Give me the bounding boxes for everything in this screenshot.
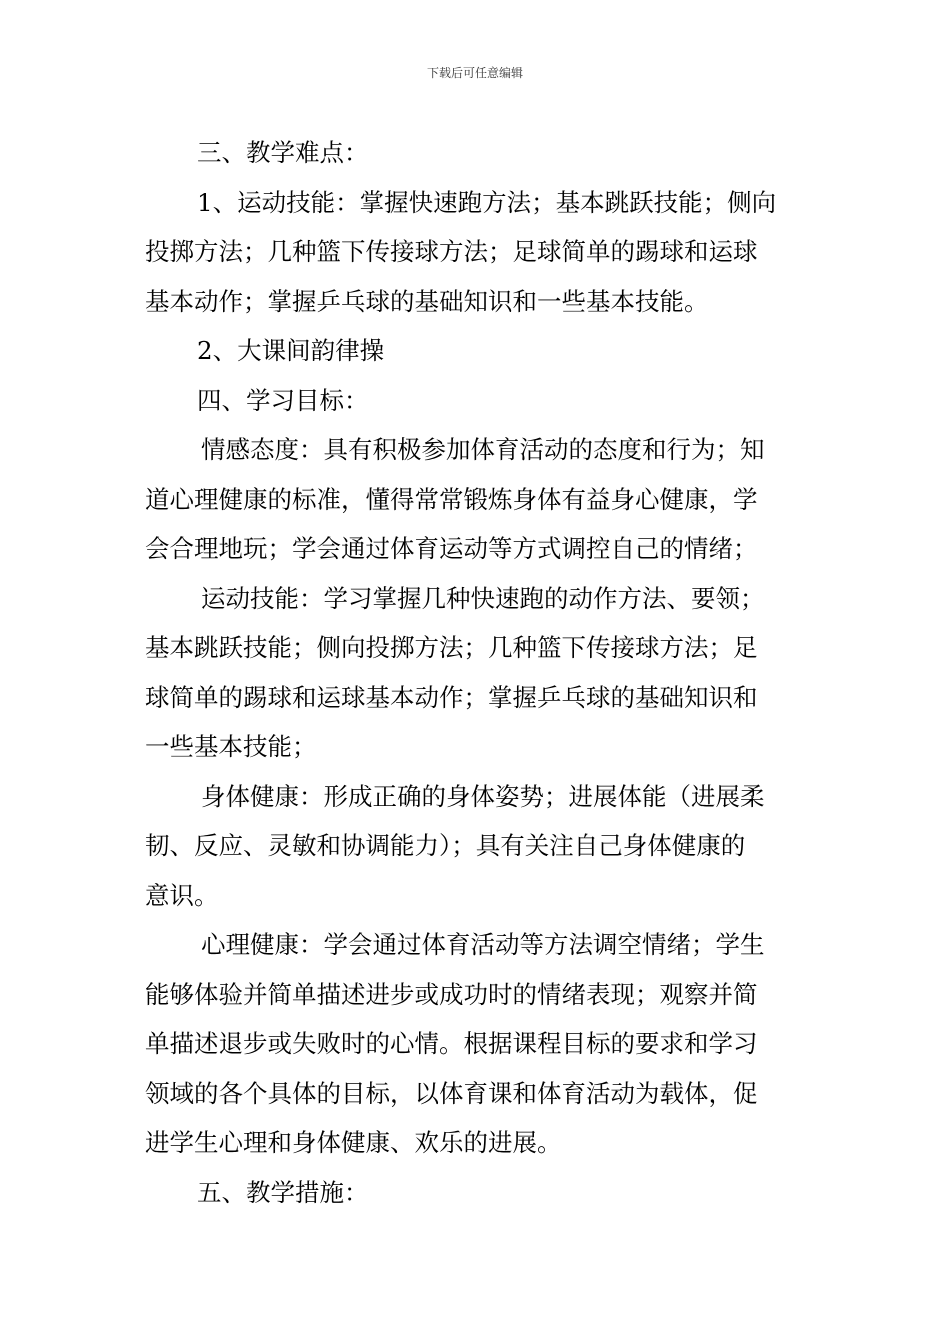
paragraph-line: 心理健康：学会通过体育活动等方法调空情绪；学生 [201,930,765,959]
paragraph-line: 会合理地玩；学会通过体育运动等方式调控自己的情绪； [145,534,758,563]
paragraph-line: 能够体验并简单描述进步或成功时的情绪表现；观察并简 [145,979,758,1009]
paragraph-line: 1、运动技能：掌握快速跑方法；基本跳跃技能；侧向 [197,187,777,217]
paragraph-line: 单描述退步或失败时的心情。根据课程目标的要求和学习 [145,1029,758,1058]
paragraph-line: 2、大课间韵律操 [197,336,385,365]
paragraph-line: 基本动作；掌握乒乓球的基础知识和一些基本技能。 [145,286,709,316]
paragraph-line: 球简单的踢球和运球基本动作；掌握乒乓球的基础知识和 [145,682,758,712]
paragraph-line: 基本跳跃技能；侧向投掷方法；几种篮下传接球方法；足 [145,633,758,662]
section-heading-difficulty: 三、教学难点： [197,138,369,167]
section-heading-measures: 五、教学措施： [197,1177,369,1207]
paragraph-line: 道心理健康的标准，懂得常常锻炼身体有益身心健康，学 [145,484,758,514]
document-body [145,128,807,1217]
paragraph-line: 运动技能：学习掌握几种快速跑的动作方法、要领； [201,583,765,613]
paragraph-line: 身体健康：形成正确的身体姿势；进展体能（进展柔 [201,781,765,811]
paragraph-line: 情感态度：具有积极参加体育活动的态度和行为；知 [201,435,765,464]
paragraph-line: 一些基本技能； [145,732,317,761]
paragraph-line: 进学生心理和身体健康、欢乐的进展。 [145,1128,562,1157]
paragraph-line: 意识。 [145,880,219,910]
paragraph-line: 领域的各个具体的目标，以体育课和体育活动为载体，促 [145,1078,758,1108]
page-header: 下载后可任意编辑 [426,66,523,80]
section-heading-goals: 四、学习目标： [197,385,369,415]
paragraph-line: 投掷方法；几种篮下传接球方法；足球简单的踢球和运球 [145,237,758,266]
paragraph-line: 韧、反应、灵敏和协调能力）；具有关注自己身体健康的 [145,831,746,860]
